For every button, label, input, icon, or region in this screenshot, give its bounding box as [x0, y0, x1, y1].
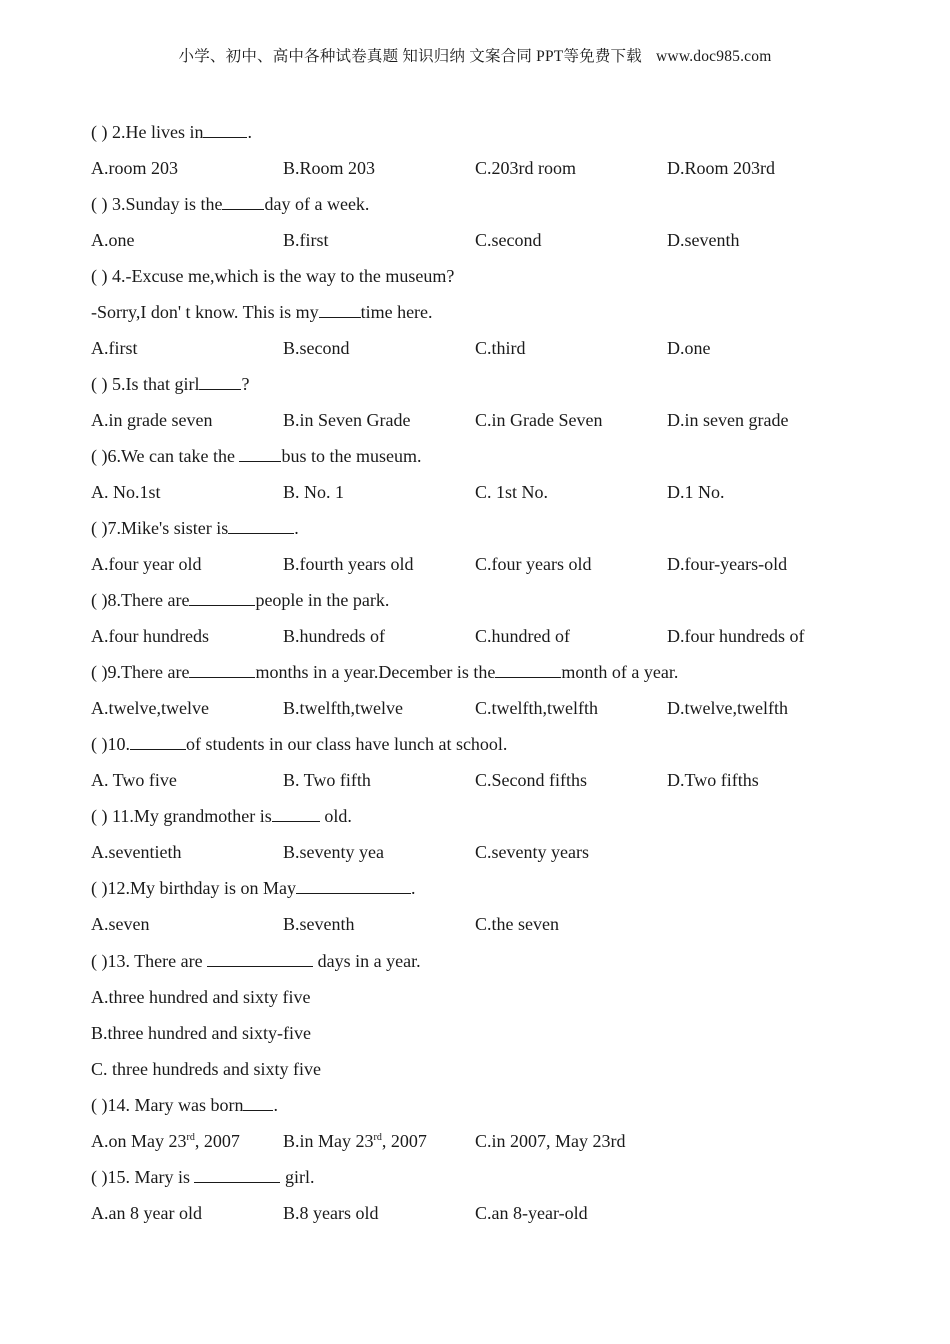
- question-list: [91, 114, 911, 1231]
- answer-blank: [199, 367, 241, 390]
- option-a: A.an 8 year old: [91, 1203, 202, 1223]
- option-a: A.one: [91, 230, 135, 250]
- question-stem: ( )8.There are people in the park.: [91, 582, 911, 618]
- option-c: C. three hundreds and sixty five: [91, 1058, 321, 1079]
- option-c: C.seventy years: [475, 842, 589, 862]
- option-c: C.the seven: [475, 914, 559, 934]
- answer-blank: [272, 799, 320, 822]
- option-a: A.twelve,twelve: [91, 698, 209, 718]
- answer-blank: [222, 187, 264, 210]
- option-b: B.three hundred and sixty-five: [91, 1022, 311, 1043]
- question-stem: ( )10. of students in our class have lunch at school.: [91, 726, 911, 762]
- answer-blank: [189, 583, 255, 606]
- option-c: C.hundred of: [475, 626, 570, 646]
- option-d: D.one: [667, 338, 711, 358]
- question-stem: ( )9.There are months in a year.December is the month of a year.: [91, 654, 911, 690]
- option-c: C.four years old: [475, 554, 592, 574]
- option-a: A.in grade seven: [91, 410, 213, 430]
- option-c: C.Second fifths: [475, 770, 587, 790]
- question-stem: ( )12.My birthday is on May .: [91, 870, 911, 906]
- option-c: C.in 2007, May 23rd: [475, 1130, 626, 1151]
- option-b: B.hundreds of: [283, 626, 385, 646]
- question-stem: ( )15. Mary is girl.: [91, 1159, 911, 1195]
- options-row: [91, 762, 911, 798]
- options-row: [91, 1123, 911, 1160]
- answer-blank: [319, 295, 361, 318]
- option-d: D.four-years-old: [667, 554, 788, 574]
- option-b: B.fourth years old: [283, 554, 414, 574]
- options-row: [91, 222, 911, 258]
- option-a: A.three hundred and sixty five: [91, 986, 311, 1007]
- option-c: C.twelfth,twelfth: [475, 698, 598, 718]
- option-d: D.Room 203rd: [667, 158, 775, 178]
- option-a: A.first: [91, 338, 138, 358]
- option-b: B. Two fifth: [283, 770, 371, 790]
- question-stem: ( ) 4.-Excuse me,which is the way to the museum?: [91, 266, 455, 286]
- option-d: D.twelve,twelfth: [667, 698, 788, 718]
- question-stem: ( )6.We can take the bus to the museum.: [91, 438, 911, 474]
- option-b: B.seventh: [283, 914, 355, 934]
- options-row: [91, 546, 911, 582]
- header-url: www.doc985.com: [656, 48, 772, 65]
- option-d: D.in seven grade: [667, 410, 789, 430]
- option-b: B.in Seven Grade: [283, 410, 411, 430]
- option-b: B.in May 23rd, 2007: [283, 1130, 427, 1151]
- answer-blank: [207, 944, 313, 967]
- options-row: [91, 330, 911, 366]
- option-d: D.seventh: [667, 230, 740, 250]
- option-c: C.third: [475, 338, 526, 358]
- answer-blank: [194, 1160, 280, 1183]
- question-stem: ( ) 11.My grandmother is old.: [91, 798, 911, 834]
- option-a: A.on May 23rd, 2007: [91, 1130, 240, 1151]
- option-c: C.second: [475, 230, 542, 250]
- option-b: B.Room 203: [283, 158, 376, 178]
- option-a: A.seven: [91, 914, 150, 934]
- option-b: B.seventy yea: [283, 842, 384, 862]
- option-b: B. No. 1: [283, 482, 345, 502]
- options-row: [91, 906, 911, 943]
- question-stem-line2: -Sorry,I don' t know. This is my time here.: [91, 294, 911, 330]
- page-header: [0, 44, 950, 66]
- question-stem: ( ) 5.Is that girl ?: [91, 366, 911, 402]
- option-c: C.in Grade Seven: [475, 410, 603, 430]
- option-d: D.Two fifths: [667, 770, 759, 790]
- option-c: C.an 8-year-old: [475, 1203, 588, 1223]
- option-a: A.four hundreds: [91, 626, 209, 646]
- option-c: C.203rd room: [475, 158, 576, 178]
- answer-blank: [130, 727, 186, 750]
- options-row: [91, 150, 911, 186]
- options-row: [91, 618, 911, 654]
- question-stem: ( )13. There are days in a year.: [91, 943, 911, 979]
- options-row: [91, 402, 911, 438]
- answer-blank: [228, 511, 294, 534]
- option-b: B.first: [283, 230, 329, 250]
- question-stem: ( ) 3.Sunday is the day of a week.: [91, 186, 911, 222]
- option-a: A. No.1st: [91, 482, 161, 502]
- options-row: [91, 690, 911, 726]
- option-b: B.second: [283, 338, 350, 358]
- answer-blank: [203, 115, 247, 138]
- answer-blank: [296, 871, 411, 894]
- answer-blank: [495, 655, 561, 678]
- options-row: [91, 834, 911, 870]
- options-row: [91, 474, 911, 510]
- answer-blank: [239, 439, 281, 462]
- option-a: A.room 203: [91, 158, 178, 178]
- option-d: D.1 No.: [667, 482, 725, 502]
- question-stem: ( )7.Mike's sister is .: [91, 510, 911, 546]
- header-title: 小学、初中、高中各种试卷真题 知识归纳 文案合同 PPT等免费下载: [178, 48, 642, 65]
- option-b: B.8 years old: [283, 1203, 379, 1223]
- answer-blank: [189, 655, 255, 678]
- options-row: [91, 1195, 911, 1231]
- option-b: B.twelfth,twelve: [283, 698, 403, 718]
- answer-blank: [243, 1088, 273, 1111]
- option-c: C. 1st No.: [475, 482, 549, 502]
- option-a: A.four year old: [91, 554, 202, 574]
- option-a: A. Two five: [91, 770, 177, 790]
- option-a: A.seventieth: [91, 842, 182, 862]
- question-stem: ( )14. Mary was born .: [91, 1087, 911, 1123]
- option-d: D.four hundreds of: [667, 626, 805, 646]
- question-stem: ( ) 2.He lives in .: [91, 114, 911, 150]
